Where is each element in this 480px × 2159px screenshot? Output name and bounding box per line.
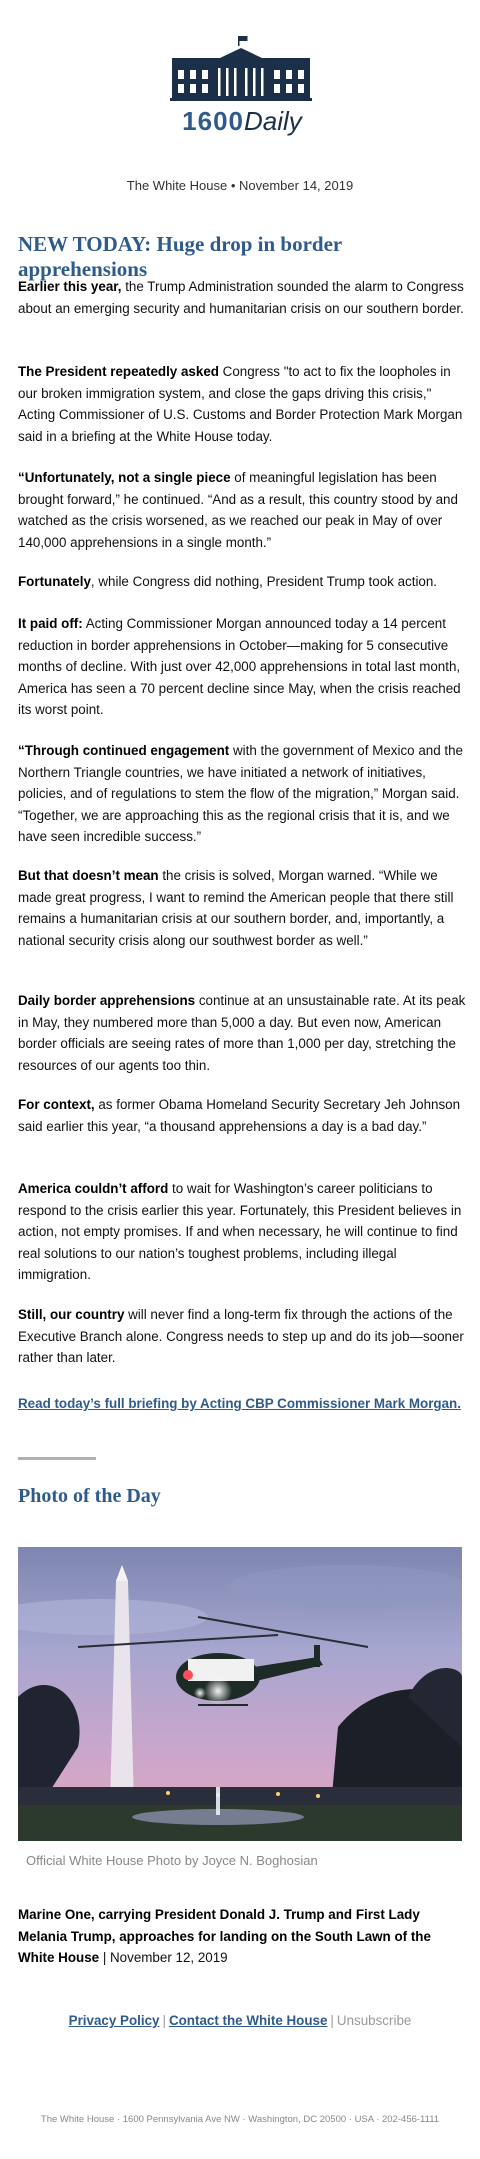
footer-address: The White House · 1600 Pennsylvania Ave NW · Washington, DC 20500 · USA · 202-456-1111 (40, 2114, 440, 2125)
paragraph-10 (18, 1178, 468, 1286)
photo-caption (18, 1904, 468, 1969)
paragraph-9 (18, 1094, 468, 1137)
paragraph-11 (18, 1304, 468, 1369)
paragraph-6 (18, 740, 468, 848)
paragraph-text: Acting Commissioner Morgan announced today a 14 percent reduction in border apprehensions in October—making for 5 consecutive months of decline. With just over 42,000 apprehensions in total last month, America has seen a 70 percent decline since May, when the crisis reached its worst point. (18, 616, 461, 717)
paragraph-text: Congress "to act to fix the loopholes in our broken immigration system, and close the gaps driving this crisis," Acting Commissioner of U.S. Customs and Border Protection Mark Morgan said in a briefing at the White House today. (18, 364, 463, 444)
paragraph-text: the crisis is solved, Morgan warned. “While we made great progress, I want to remind the American people that there still remains a humanitarian crisis at our southern border, and, importantly, a national security crisis along our southwest border as well.” (18, 868, 454, 948)
headline: NEW TODAY: Huge drop in border apprehensions (18, 232, 342, 281)
privacy-policy-link[interactable]: Privacy Policy (68, 2013, 160, 2028)
paragraph-text: continue at an unsustainable rate. At its peak in May, they numbered more than 5,000 a day. But even now, American border officials are seeing rates of more than 1,000 per day, stretching the resources of our agents too thin. (18, 993, 466, 1073)
paragraph-lead: America couldn’t afford (18, 1181, 169, 1196)
paragraph-text: the Trump Administration sounded the alarm to Congress about an emerging security and humanitarian crisis on our southern border. (18, 279, 464, 316)
paragraph-5 (18, 613, 468, 721)
photo-caption-date: | November 12, 2019 (99, 1950, 228, 1966)
briefing-link[interactable]: Read today’s full briefing by Acting CBP Commissioner Mark Morgan. (18, 1396, 461, 1411)
unsubscribe-link[interactable]: Unsubscribe (336, 2013, 412, 2028)
brand-wordmark (172, 106, 312, 137)
photo-of-the-day-image (18, 1547, 462, 1841)
brand-word: Daily (244, 106, 302, 136)
paragraph-text: will never find a long-term fix through the actions of the Executive Branch alone. Congress needs to step up and do its job—sooner rather than later. (18, 1307, 464, 1365)
paragraph-8 (18, 990, 468, 1076)
dateline: The White House • November 14, 2019 (126, 178, 354, 193)
paragraph-2 (18, 361, 468, 447)
paragraph-text: to wait for Washington’s career politicians to respond to the crisis earlier this year. Fortunately, this President believes in action, not empty promises. If and when necessary, he will continue to find real solutions to our nation’s toughest problems, including illegal immigration. (18, 1181, 462, 1282)
paragraph-3 (18, 467, 468, 553)
paragraph-4 (18, 571, 468, 593)
paragraph-text: , while Congress did nothing, President Trump took action. (90, 574, 438, 589)
section-divider (18, 1457, 96, 1460)
paragraph-7 (18, 865, 468, 951)
brand-number: 1600 (182, 106, 245, 136)
paragraph-lead: Still, our country (18, 1307, 125, 1322)
paragraph-text: with the government of Mexico and the Northern Triangle countries, we have initiated a network of initiatives, policies, and of regulations to stem the flow of the migration,” Morgan said. “Together, we are approaching this as the regional crisis that it is, and we have seen incredible success.” (18, 743, 464, 844)
paragraph-1 (18, 276, 468, 319)
paragraph-lead: Fortunately (18, 574, 91, 589)
paragraph-lead: Daily border apprehensions (18, 993, 196, 1008)
paragraph-lead: It paid off: (18, 616, 83, 631)
paragraph-lead: Earlier this year, (18, 279, 122, 294)
photo-section-title: Photo of the Day (18, 1485, 161, 1507)
footer-separator: | (162, 2013, 166, 2028)
footer-links (0, 2013, 480, 2028)
photo-credit: Official White House Photo by Joyce N. Boghosian (26, 1853, 318, 1868)
photo-caption-bold: Marine One, carrying President Donald J. Trump and First Lady Melania Trump, approaches for landing on the South Lawn of the White House (18, 1907, 431, 1966)
paragraph-lead: “Through continued engagement (18, 743, 230, 758)
paragraph-text: as former Obama Homeland Security Secretary Jeh Johnson said earlier this year, “a thousand apprehensions a day is a bad day.” (18, 1097, 461, 1134)
paragraph-text: of meaningful legislation has been brought forward,” he continued. “And as a result, this country stood by and watched as the crisis worsened, as we reached our peak in May of over 140,000 apprehensions in a single month.” (18, 470, 458, 550)
paragraph-lead: But that doesn’t mean (18, 868, 159, 883)
paragraph-lead: For context, (18, 1097, 95, 1112)
paragraph-lead: The President repeatedly asked (18, 364, 219, 379)
briefing-link-row (18, 1393, 468, 1415)
paragraph-lead: “Unfortunately, not a single piece (18, 470, 231, 485)
contact-link[interactable]: Contact the White House (168, 2013, 328, 2028)
footer-separator: | (330, 2013, 334, 2028)
